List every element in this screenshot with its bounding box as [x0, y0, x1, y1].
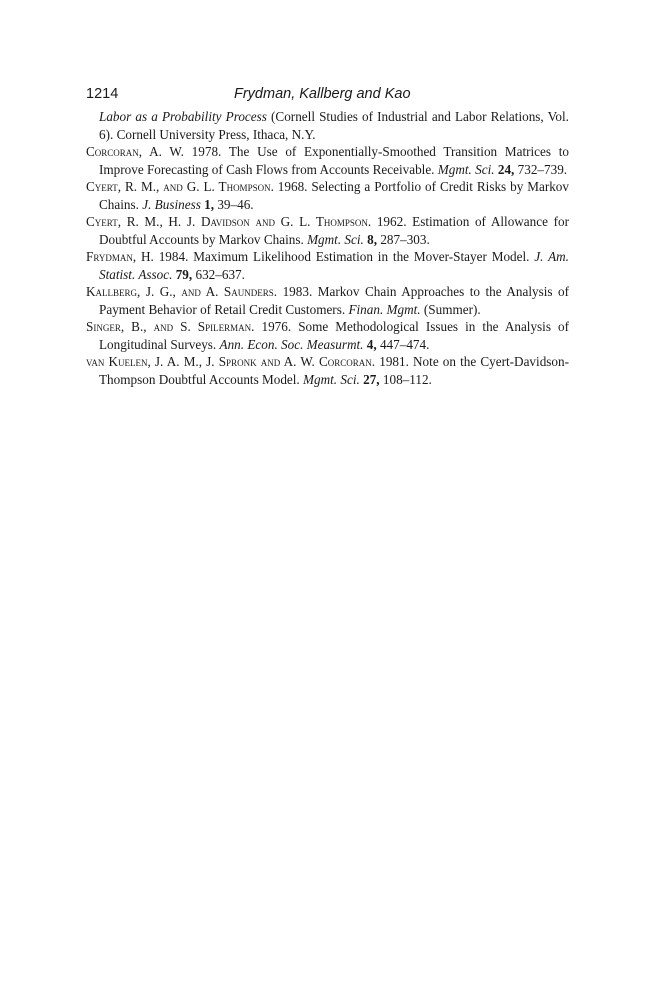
reference-entry	[86, 353, 569, 388]
reference-authors: van Kuelen, J. A. M., J. Spronk and A. W. Corcoran.	[86, 354, 376, 369]
reference-authors: Corcoran, A. W.	[86, 144, 184, 159]
reference-entry	[86, 108, 569, 143]
reference-entry	[86, 143, 569, 178]
reference-text: (Summer).	[420, 301, 481, 317]
reference-volume: 1,	[204, 196, 215, 212]
reference-journal: Labor as a Probability Process	[99, 109, 267, 124]
page	[86, 86, 569, 388]
reference-text: 39–46.	[214, 196, 254, 212]
running-head	[86, 86, 569, 108]
reference-journal: Finan. Mgmt.	[348, 301, 421, 317]
reference-text: 287–303.	[377, 231, 430, 247]
reference-journal: Mgmt. Sci.	[437, 161, 495, 177]
reference-text: (Cornell Studies of Industrial and Labor Relations, Vol. 6). Cornell University Press, Ithaca, N.Y.	[99, 109, 569, 142]
reference-text: 732–739.	[514, 161, 568, 177]
reference-volume: 27,	[363, 371, 380, 387]
reference-journal: Mgmt. Sci.	[303, 371, 360, 387]
reference-journal: J. Business	[142, 196, 201, 212]
reference-text: 1962. Estimation of Allowance for Doubtful Accounts by Markov Chains.	[99, 214, 569, 247]
reference-volume: 8,	[367, 231, 378, 247]
reference-text: 1968. Selecting a Portfolio of Credit Risks by Markov Chains.	[99, 179, 569, 212]
reference-entry	[86, 213, 569, 248]
reference-authors: Cyert, R. M., H. J. Davidson and G. L. Thompson.	[86, 214, 372, 229]
reference-entry	[86, 318, 569, 353]
reference-authors: Kallberg, J. G., and A. Saunders.	[86, 284, 278, 299]
reference-volume: 4,	[366, 336, 377, 352]
reference-text: 447–474.	[376, 336, 430, 352]
reference-entry	[86, 283, 569, 318]
reference-authors: Cyert, R. M., and G. L. Thompson.	[86, 179, 274, 194]
reference-journal: J. Am. Statist. Assoc.	[99, 249, 569, 282]
running-title: Frydman, Kallberg and Kao	[234, 86, 411, 102]
reference-text: 632–637.	[192, 266, 245, 282]
reference-journal: Mgmt. Sci.	[307, 231, 364, 247]
reference-volume: 79,	[175, 266, 193, 282]
page-number: 1214	[86, 86, 119, 102]
reference-journal: Ann. Econ. Soc. Measurmt.	[219, 336, 364, 352]
reference-entry	[86, 248, 569, 283]
reference-text: 1978. The Use of Exponentially-Smoothed Transition Matrices to Improve Forecasting of Cash Flows from Accounts Receivable.	[99, 144, 569, 177]
reference-text: 1983. Markov Chain Approaches to the Analysis of Payment Behavior of Retail Credit Customers.	[99, 284, 569, 317]
reference-authors: Singer, B., and S. Spilerman.	[86, 319, 255, 334]
reference-authors: Frydman, H.	[86, 249, 154, 264]
reference-list	[86, 108, 569, 388]
reference-text: 1984. Maximum Likelihood Estimation in the Mover-Stayer Model.	[153, 249, 535, 264]
reference-entry	[86, 178, 569, 213]
reference-volume: 24,	[497, 161, 515, 177]
reference-text: 108–112.	[379, 371, 432, 387]
reference-text: 1976. Some Methodological Issues in the Analysis of Longitudinal Surveys.	[99, 319, 570, 352]
reference-text: 1981. Note on the Cyert-Davidson-Thompson Doubtful Accounts Model.	[99, 354, 569, 387]
